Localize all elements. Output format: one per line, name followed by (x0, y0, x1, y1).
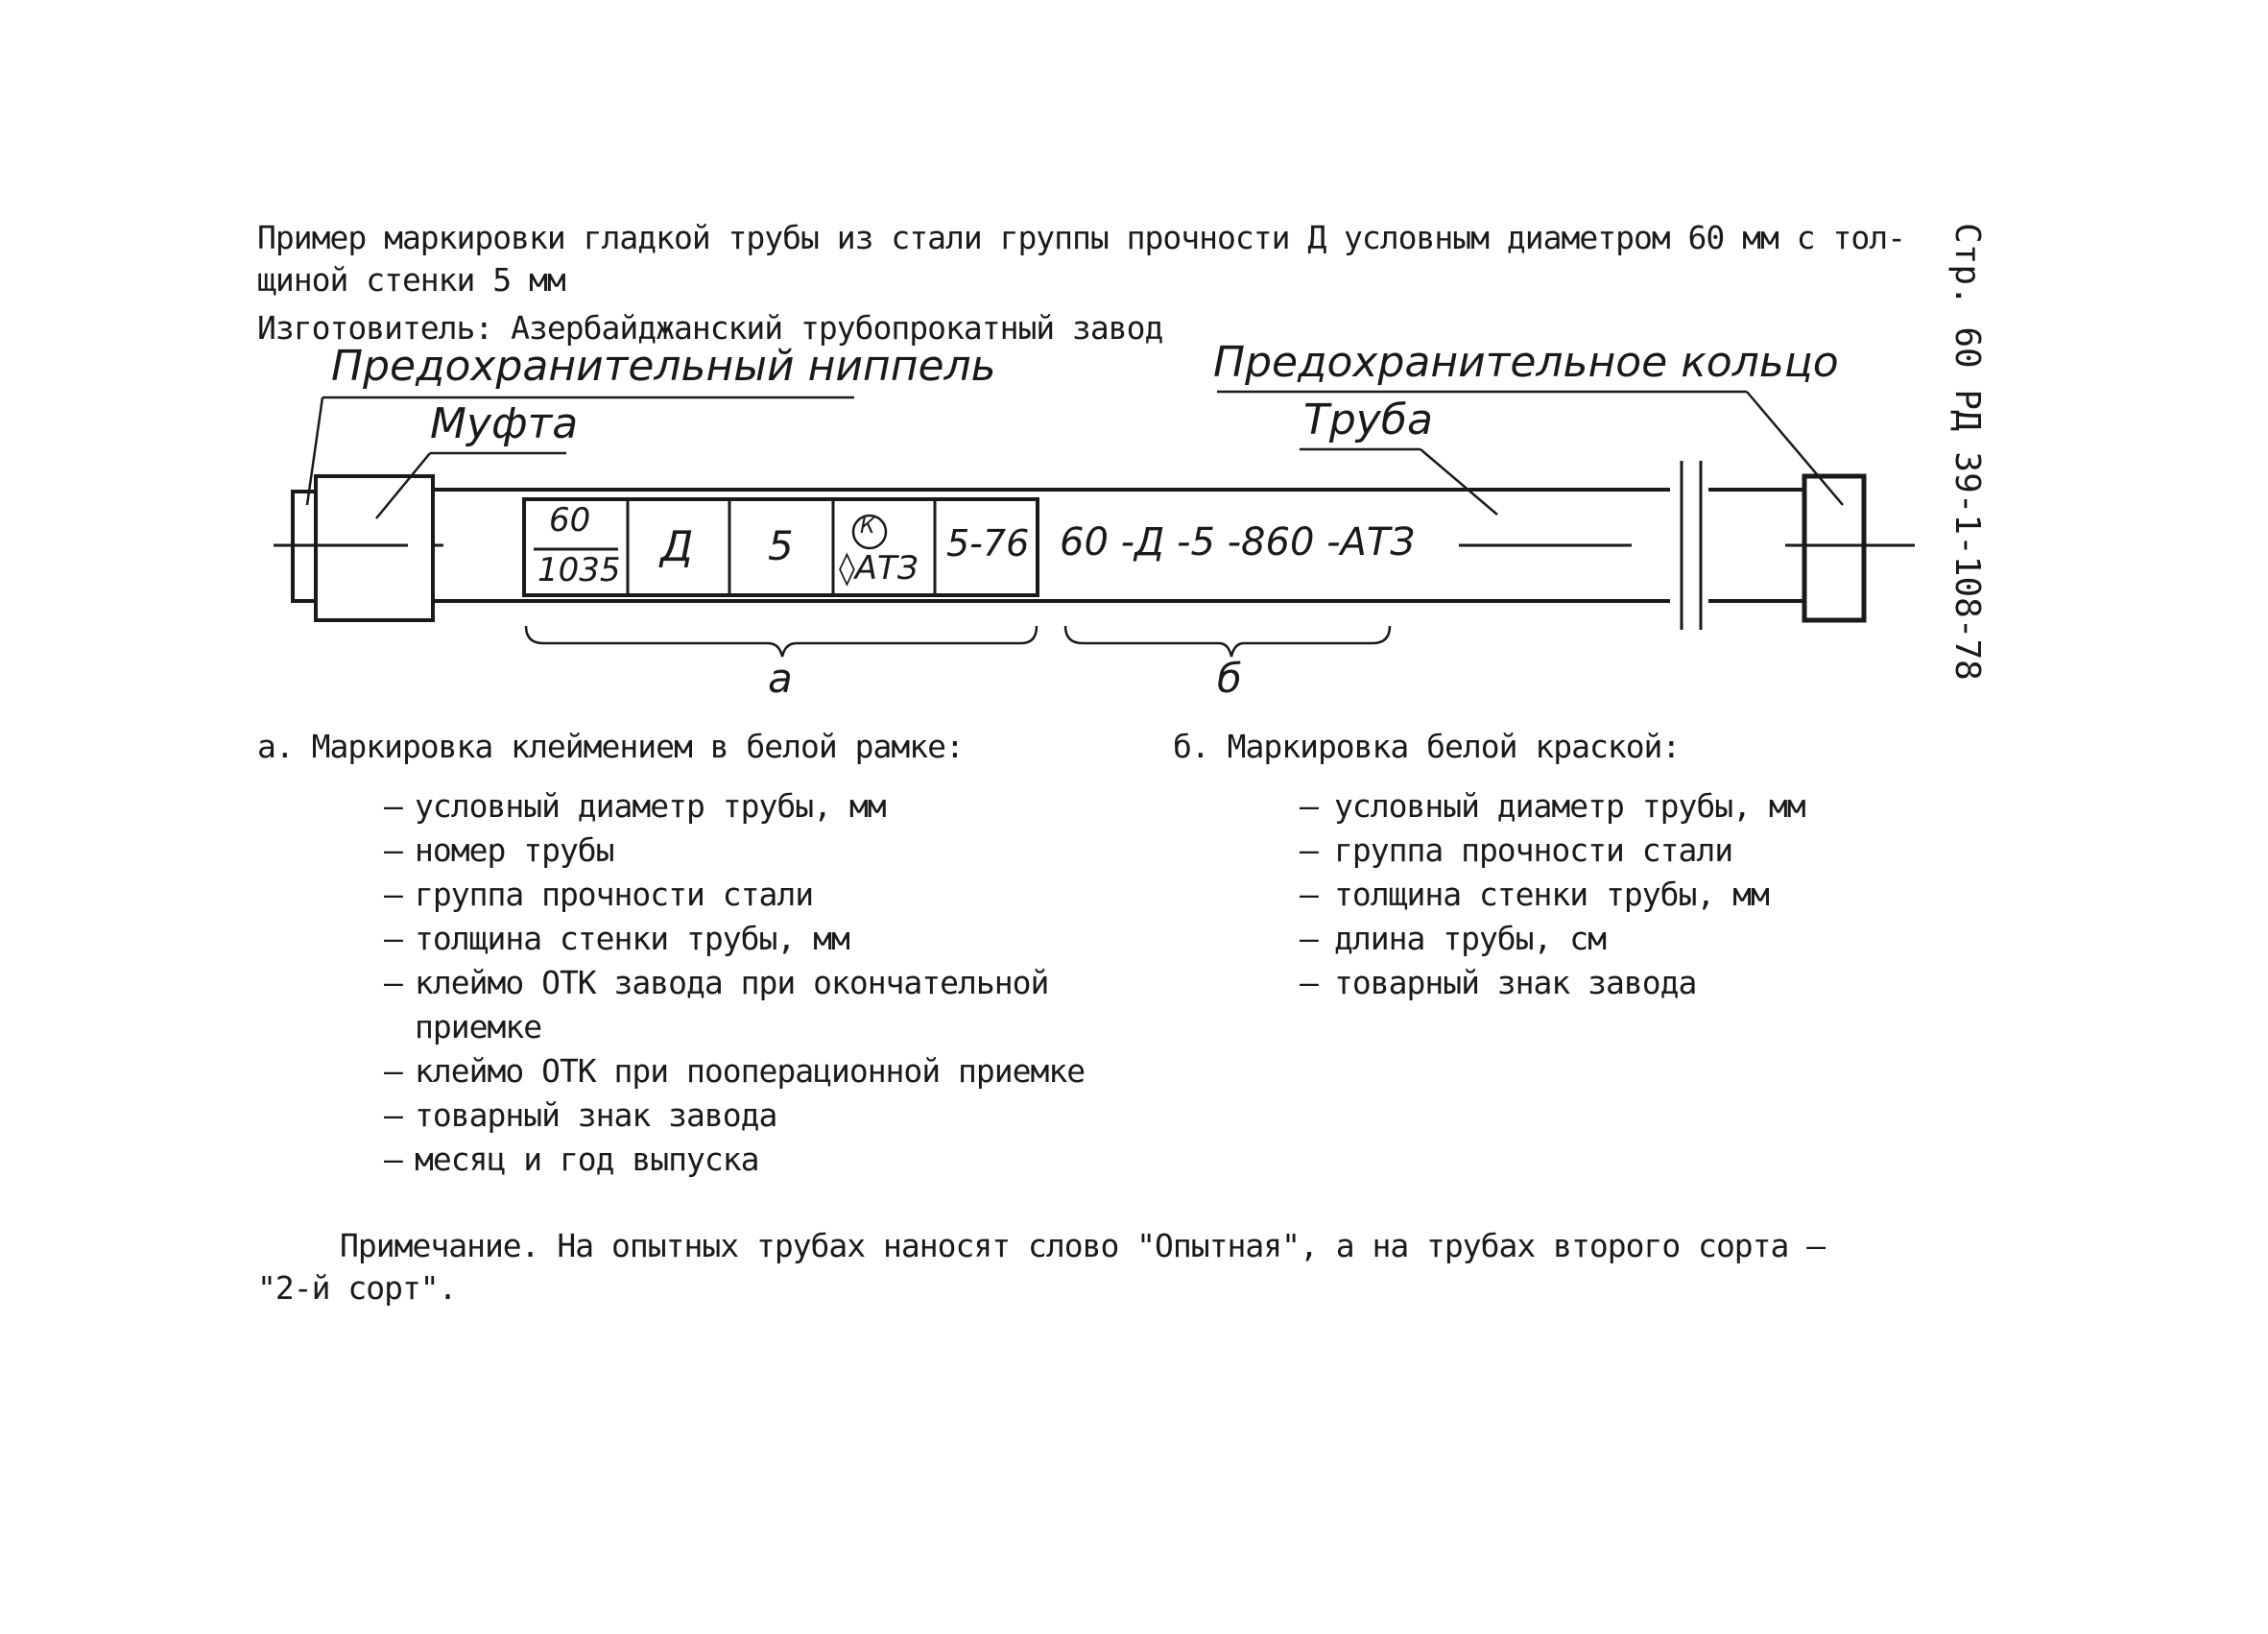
label-ring: Предохранительное кольцо (1213, 338, 1839, 387)
intro-line-3: Изготовитель: Азербайджанский трубопрокатный завод (257, 309, 1163, 347)
paint-marking: 60 -Д -5 -860 -АТЗ (1060, 520, 1415, 565)
legend-a-text: месяц и год выпуска (415, 1141, 759, 1178)
legend-a-text: клеймо ОТК завода при окончательной (415, 964, 1049, 1001)
stamp-number: 1035 (537, 551, 621, 589)
legend-a-text: группа прочности стали (415, 876, 814, 913)
note-line-1: Примечание. На опытных трубах наносят слово "Опытная", а на трубах второго сорта – (340, 1227, 1826, 1264)
stamp-wall: 5 (768, 522, 794, 569)
label-pipe: Труба (1303, 396, 1433, 445)
intro-line-2: щиной стенки 5 мм (257, 261, 565, 299)
legend-b-text: товарный знак завода (1334, 964, 1697, 1001)
brace-b (1065, 626, 1390, 657)
brace-b-label: б (1217, 655, 1242, 702)
legend-a-heading: а. Маркировка клеймением в белой рамке: (257, 728, 964, 765)
page-code: Стр. 60 РД 39-1-108-78 (1947, 223, 1987, 681)
legend-b-text: условный диаметр трубы, мм (1334, 787, 1805, 825)
legend-a-text: номер трубы (415, 831, 614, 869)
legend-a-dash: – (384, 1052, 402, 1090)
legend-b-text: толщина стенки трубы, мм (1334, 876, 1769, 913)
legend-b-dash: – (1300, 964, 1318, 1001)
legend-b-heading: б. Маркировка белой краской: (1173, 728, 1681, 765)
note-line-2: "2-й сорт". (257, 1269, 457, 1307)
legend-a-dash: – (384, 920, 402, 957)
legend-a-text: приемке (415, 1008, 542, 1045)
legend-a-text: товарный знак завода (415, 1096, 777, 1134)
legend-a-dash: – (384, 1141, 402, 1178)
legend-b-dash: – (1300, 787, 1318, 825)
label-coupling: Муфта (430, 399, 579, 448)
stamp-group: Д (660, 522, 694, 571)
legend-a-text: условный диаметр трубы, мм (415, 787, 886, 825)
brace-a-label: а (768, 655, 793, 702)
coupling-shape (316, 476, 433, 620)
legend-b-dash: – (1300, 831, 1318, 869)
stamp-otk: К (860, 515, 875, 539)
legend-a-dash: – (384, 831, 402, 869)
legend-a-dash: – (384, 876, 402, 913)
legend-a-dash: – (384, 787, 402, 825)
brace-a (526, 626, 1037, 657)
legend-a-text: толщина стенки трубы, мм (415, 920, 849, 957)
stamp-diameter: 60 (549, 501, 591, 540)
legend-b-dash: – (1300, 920, 1318, 957)
label-nipple: Предохранительный ниппель (331, 342, 996, 391)
leader-pipe (1420, 449, 1497, 515)
stamp-date: 5-76 (946, 522, 1030, 565)
intro-line-1: Пример маркировки гладкой трубы из стали группы прочности Д условным диаметром 60 мм с тол- (257, 219, 1905, 256)
legend-b-dash: – (1300, 876, 1318, 913)
ring-shape (1804, 476, 1864, 620)
legend-a-text: клеймо ОТК при пооперационной приемке (415, 1052, 1086, 1090)
leader-coupling (376, 453, 430, 518)
legend-b-text: длина трубы, см (1334, 920, 1607, 957)
legend-a-dash: – (384, 964, 402, 1001)
stamp-plant: ◊АТЗ (839, 549, 919, 588)
legend-a-dash: – (384, 1096, 402, 1134)
legend-b-text: группа прочности стали (1334, 831, 1733, 869)
